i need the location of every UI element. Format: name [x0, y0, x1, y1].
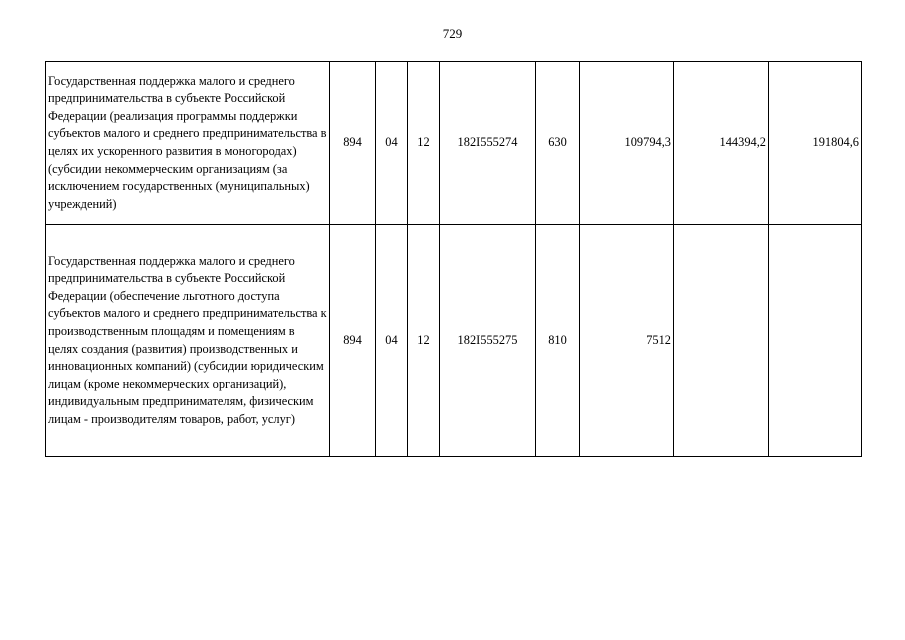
table-row — [46, 225, 862, 457]
budget-table — [45, 61, 862, 457]
ministry-code: 894 — [330, 62, 376, 225]
table-row — [46, 62, 862, 225]
section-code: 04 — [376, 62, 408, 225]
expense-type-code: 810 — [536, 225, 580, 457]
section-code: 04 — [376, 225, 408, 457]
target-article-code: 182I555274 — [440, 62, 536, 225]
row-description: Государственная поддержка малого и среднего предпринимательства в субъекте Российской Федерации (обеспечение льготного доступа субъектов малого и среднего предпринимательства к производственным площадям и помещениям в целях создания (развития) производственных и инновационных компаний) (субсидии юридическим лицам (кроме некоммерческих организаций), индивидуальным предпринимателям, физическим лицам - производителям товаров, работ, услуг) — [46, 225, 330, 457]
amount-year-2 — [674, 225, 769, 457]
page-number: 729 — [442, 26, 463, 41]
target-article-code: 182I555275 — [440, 225, 536, 457]
expense-type-code: 630 — [536, 62, 580, 225]
amount-year-1: 7512 — [580, 225, 674, 457]
amount-year-3 — [769, 225, 862, 457]
ministry-code: 894 — [330, 225, 376, 457]
subsection-code: 12 — [408, 62, 440, 225]
row-description: Государственная поддержка малого и среднего предпринимательства в субъекте Российской Федерации (реализация программы поддержки субъектов малого и среднего предпринимательства в целях их ускоренного развития в моногородах) (субсидии некоммерческим организациям (за исключением государственных (муниципальных) учреждений) — [46, 62, 330, 225]
subsection-code: 12 — [408, 225, 440, 457]
amount-year-2: 144394,2 — [674, 62, 769, 225]
amount-year-1: 109794,3 — [580, 62, 674, 225]
amount-year-3: 191804,6 — [769, 62, 862, 225]
